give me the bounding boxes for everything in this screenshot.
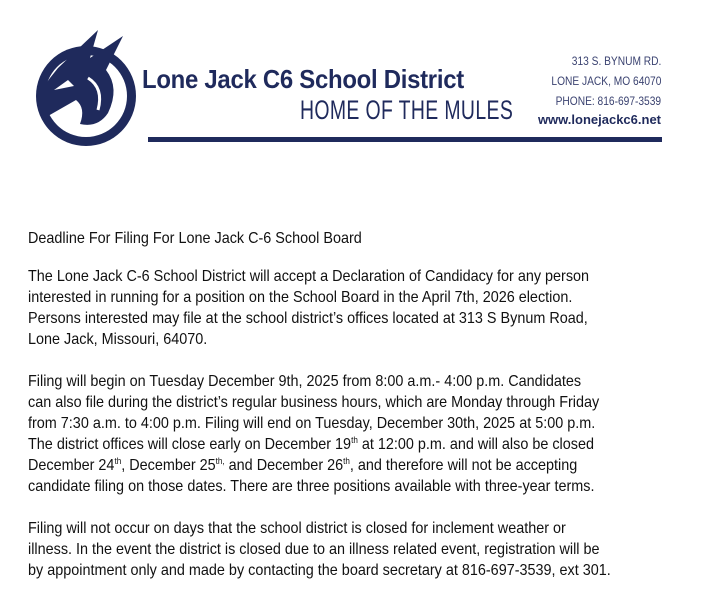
paragraph-1-line bbox=[28, 309, 588, 329]
ordinal-suffix: th bbox=[114, 456, 122, 466]
phone-number: PHONE: 816-697-3539 bbox=[555, 94, 661, 108]
text-segment: illness. In the event the district is closed due to an illness related event, registration will be bbox=[28, 541, 600, 558]
tagline: HOME OF THE MULES bbox=[300, 95, 514, 125]
mule-logo bbox=[28, 28, 148, 148]
text-segment: and December 26 bbox=[224, 457, 344, 474]
paragraph-2-line bbox=[28, 414, 595, 434]
text-segment: by appointment only and made by contacting the board secretary at 816-697-3539, ext 301. bbox=[28, 562, 611, 579]
text-segment: , and therefore will not be accepting bbox=[349, 457, 578, 474]
text-segment: from 7:30 a.m. to 4:00 p.m. Filing will end on Tuesday, December 30th, 2025 at 5:00 p.m. bbox=[28, 415, 596, 432]
text-segment: at 12:00 p.m. and will also be closed bbox=[357, 436, 594, 453]
paragraph-2-line bbox=[28, 456, 577, 476]
paragraph-3-line bbox=[28, 561, 611, 581]
text-segment: Persons interested may file at the school district’s offices located at 313 S Bynum Road, bbox=[28, 310, 588, 327]
document-heading: Deadline For Filing For Lone Jack C-6 School Board bbox=[28, 230, 362, 247]
paragraph-3-line bbox=[28, 540, 600, 560]
website-link[interactable]: www.lonejackc6.net bbox=[537, 112, 661, 127]
paragraph-1-line bbox=[28, 330, 207, 350]
text-segment: can also file during the district’s regular business hours, which are Monday through Friday bbox=[28, 394, 600, 411]
address-city: LONE JACK, MO 64070 bbox=[551, 74, 661, 88]
text-segment: candidate filing on those dates. There are three positions available with three-year terms. bbox=[28, 478, 595, 495]
text-segment: interested in running for a position on the School Board in the April 7th, 2026 election. bbox=[28, 289, 573, 306]
ordinal-suffix: th bbox=[343, 456, 350, 466]
text-segment: Lone Jack, Missouri, 64070. bbox=[28, 331, 208, 348]
text-segment: The district offices will close early on December 19 bbox=[28, 436, 352, 453]
text-segment: The Lone Jack C-6 School District will accept a Declaration of Candidacy for any person bbox=[28, 268, 590, 285]
paragraph-2-line bbox=[28, 477, 594, 497]
paragraph-3-line bbox=[28, 519, 566, 539]
text-segment: Filing will begin on Tuesday December 9th, 2025 from 8:00 a.m.- 4:00 p.m. Candidates bbox=[28, 373, 582, 390]
paragraph-2-line bbox=[28, 435, 594, 455]
header-divider bbox=[148, 137, 662, 142]
text-segment: December 24 bbox=[28, 457, 115, 474]
paragraph-1-line bbox=[28, 267, 589, 287]
text-segment: , December 25 bbox=[121, 457, 216, 474]
paragraph-1-line bbox=[28, 288, 572, 308]
address-street: 313 S. BYNUM RD. bbox=[571, 54, 661, 68]
paragraph-2-line bbox=[28, 393, 599, 413]
district-name: Lone Jack C6 School District bbox=[142, 64, 464, 94]
text-segment: Filing will not occur on days that the school district is closed for inclement weather or bbox=[28, 520, 566, 537]
ordinal-suffix: th bbox=[351, 435, 358, 445]
ordinal-suffix: th, bbox=[215, 456, 225, 466]
paragraph-2-line bbox=[28, 372, 581, 392]
